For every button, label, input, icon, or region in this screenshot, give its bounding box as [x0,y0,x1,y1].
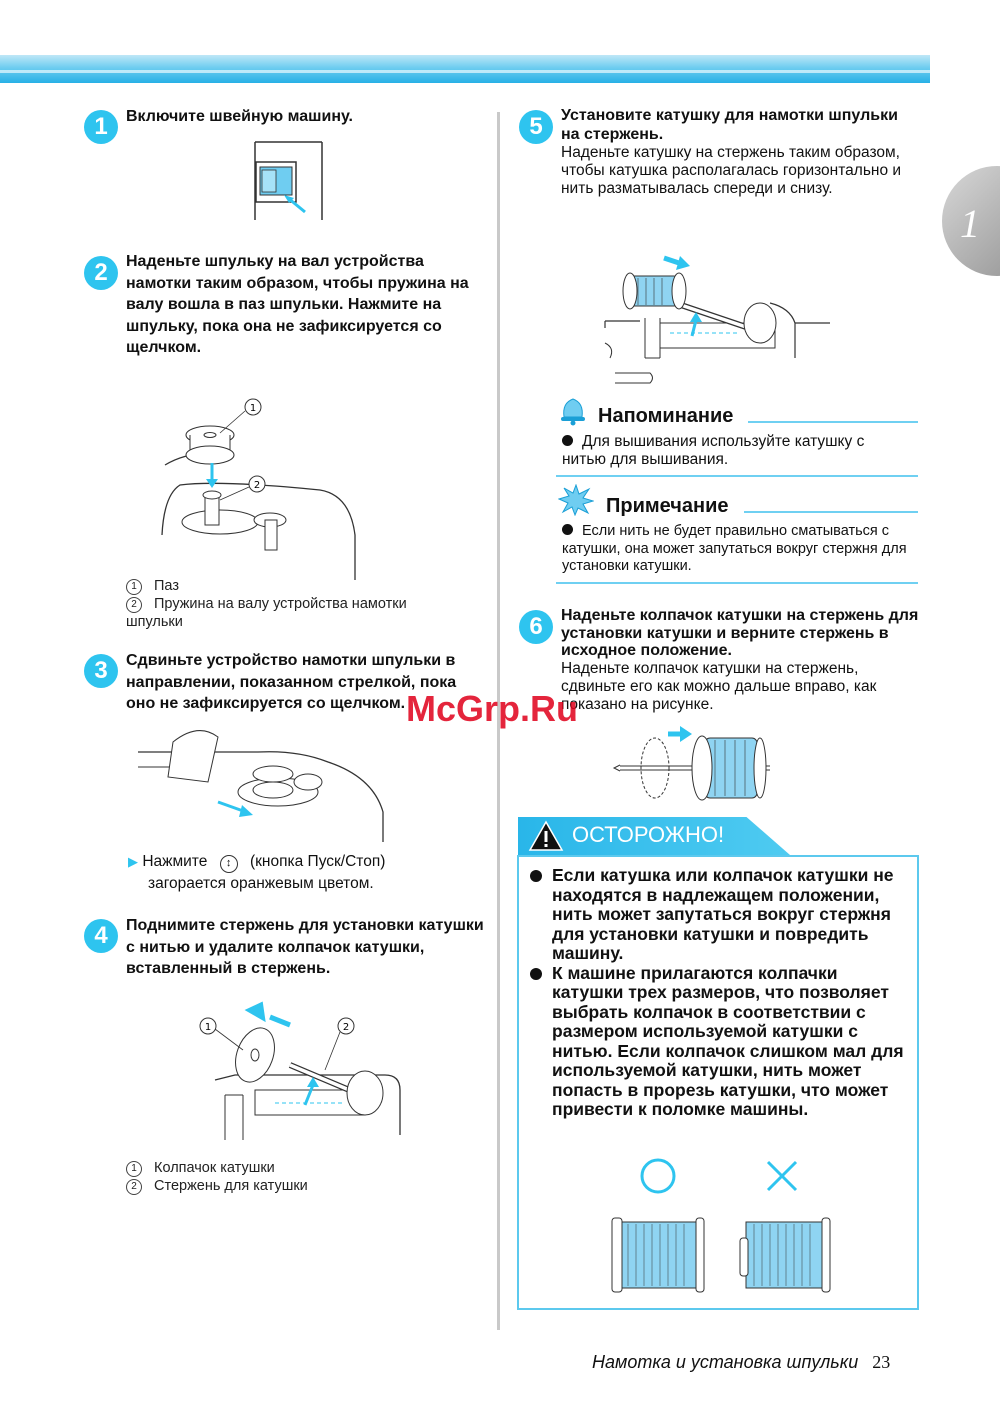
caption-item [126,1159,456,1177]
note-bottom-rule [556,582,918,584]
note-rule [744,511,918,513]
correct-spool-illustration [608,1216,708,1294]
caution-item [530,866,910,964]
caption-number: 2 [126,597,142,613]
step-6-badge: 6 [519,610,553,644]
reminder-rule [748,421,918,423]
note-body: Если нить не будет правильно сматываться с катушки, она может запутаться вокруг стержня для установки катушки. [562,523,907,574]
step-5-body: Наденьте катушку на стержень таким образом, чтобы катушка располагалась горизонтально и нить разматывалась спереди и снизу. [561,144,902,197]
step-3-badge: 3 [84,654,118,688]
warning-icon [528,820,564,852]
caution-item-2: К машине прилагаются колпачки катушки трех размеров, что позволяет выбрать колпачок в соответствии с размером используемой катушки с нитью. Если колпачок слишком мал для используемой катушки, нить может попасть в прорезь катушки, что может привести к поломке машины. [552,962,904,1119]
step-5-title [561,106,911,198]
caption-item [126,1177,456,1195]
step-1-badge: 1 [84,110,118,144]
header-bar [0,55,930,83]
reminder-body: Для вышивания используйте катушку с нитью для вышивания. [562,433,865,468]
footer-section: Намотка и установка шпульки [592,1352,859,1372]
spool-placement-illustration [600,248,830,388]
step-1-title: Включите швейную машину. [126,108,353,125]
step-5-badge: 5 [519,110,553,144]
correct-circle-icon [638,1156,678,1196]
step-2-title: Наденьте шпульку на вал устройства намотки таким образом, чтобы пружина на валу вошла в паз шпульки. Нажмите на шпульку, пока она не зафиксируется со щелчком. [126,253,469,356]
triangle-bullet-icon: ▶ [128,854,138,869]
power-switch-illustration [250,140,330,222]
start-stop-button-icon: ↕ [220,855,238,873]
step-6-title-text: Наденьте колпачок катушки на стержень для установки катушки и верните стержень в исходное положение. [561,607,919,659]
step-3-title: Сдвиньте устройство намотки шпульки в направлении, показанном стрелкой, пока оно не зафиксируется со щелчком. [126,652,457,712]
header-bar-highlight [0,70,930,73]
step-6-body: Наденьте колпачок катушки на стержень, сдвиньте его как можно дальше вправо, как показано на рисунке. [561,659,877,713]
step-4-title: Поднимите стержень для установки катушки с нитью и удалите колпачок катушки, вставленный в стержень. [126,917,484,977]
bullet-icon [562,435,573,446]
reminder-title: Напоминание [598,405,734,427]
note-text [562,523,917,576]
watermark: McGrp.Ru [406,688,579,729]
starburst-icon [558,484,594,516]
caption-spool-cap: Колпачок катушки [154,1160,275,1176]
svg-text:1: 1 [249,403,257,414]
reminder-bottom-rule [556,475,918,477]
caution-title: ОСТОРОЖНО! [572,822,725,847]
bullet-icon [562,524,573,535]
caution-item-1: Если катушка или колпачок катушки не находятся в надлежащем положении, нить может запутаться вокруг стержня для установки катушки и повредить машину. [552,865,894,963]
step-6-title [561,607,919,714]
press-result: загорается оранжевым цветом. [148,875,374,892]
bullet-icon [530,870,542,882]
step-5-title-text: Установите катушку для намотки шпульки на стержень. [561,107,898,143]
caution-text [530,866,910,1120]
bobbin-winder-illustration [160,395,360,585]
caption-spool-pin: Стержень для катушки [154,1178,308,1194]
press-start-note [128,851,478,895]
caution-item [530,964,910,1120]
svg-text:2: 2 [253,480,261,491]
caption-number: 1 [126,579,142,595]
spool-cap-illustration [610,720,780,804]
incorrect-spool-illustration [732,1216,832,1294]
incorrect-cross-icon [762,1156,802,1196]
svg-text:2: 2 [342,1022,350,1033]
step-2-badge: 2 [84,256,118,290]
bell-icon [556,393,590,427]
bullet-icon [530,968,542,980]
page-number: 23 [872,1352,891,1372]
winder-slide-illustration [138,722,388,844]
reminder-text [562,433,912,469]
chapter-number: 1 [960,201,980,246]
caption-spring: Пружина на валу устройства намотки шпульки [126,596,407,630]
step-4-captions [126,1159,456,1195]
svg-text:1: 1 [204,1022,212,1033]
caption-number: 1 [126,1161,142,1177]
start-stop-label: (кнопка Пуск/Стоп) [249,853,386,870]
spool-pin-illustration [195,995,420,1145]
note-title: Примечание [606,495,729,517]
caption-item [126,595,456,631]
step-2-captions [126,577,456,631]
page-footer [592,1352,890,1373]
press-label: Нажмите [142,853,208,870]
caption-number: 2 [126,1179,142,1195]
caption-groove: Паз [154,578,179,594]
caption-item [126,577,456,595]
step-4-badge: 4 [84,919,118,953]
